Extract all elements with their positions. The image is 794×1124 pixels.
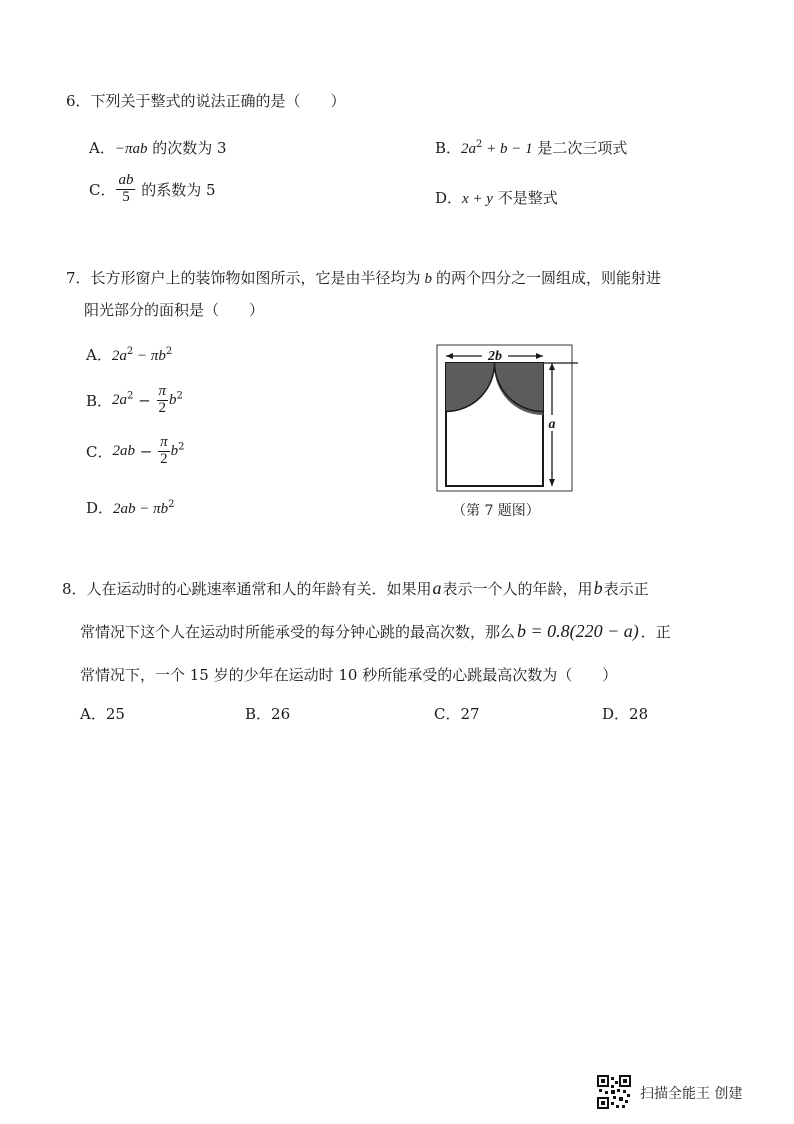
q6-option-c — [89, 173, 216, 206]
q6-option-a-expr: −πab — [114, 141, 148, 157]
width-arrow-right — [536, 353, 543, 359]
q7-option-b-num: π — [158, 383, 167, 399]
q7-figure-caption: （第 7 题图） — [452, 503, 540, 519]
q7-option-c-den: 2 — [160, 450, 168, 467]
q6-option-a-text: 的次数为 3 — [147, 139, 227, 157]
q8-option-c-label: C． — [434, 705, 461, 723]
scanner-watermark: 扫描全能王 创建 — [640, 1086, 743, 1102]
q6-option-b-exp: 2 — [476, 139, 483, 150]
q8-line1 — [62, 578, 649, 599]
qr-code-icon — [597, 1075, 631, 1109]
q7-option-c-num: π — [160, 434, 168, 450]
q7-option-b-minus: − — [133, 391, 156, 410]
q6-option-c-den: 5 — [122, 188, 130, 205]
q8-formula: b = 0.8(220 − a) — [517, 621, 639, 641]
width-arrow-left — [446, 353, 453, 359]
q8-line1-part3: 表示正 — [603, 580, 649, 598]
q6-option-b-expr2: + b − 1 — [482, 141, 533, 157]
q7-stem-part2: 的两个四分之一圆组成，则能射进 — [436, 269, 662, 287]
q6-stem: 6．下列关于整式的说法正确的是（ ） — [66, 92, 346, 110]
q7-option-b-exp: 2 — [127, 390, 134, 402]
q7-option-b-fraction — [157, 384, 169, 417]
q8-option-b — [245, 703, 290, 724]
q7-option-b-label: B． — [86, 391, 113, 410]
q7-stem-line1 — [66, 267, 661, 288]
q6-option-c-fraction — [116, 173, 135, 206]
height-label: a — [548, 417, 556, 432]
q7-option-a — [86, 344, 172, 365]
height-arrow-bottom — [549, 479, 555, 486]
q6-option-d — [435, 187, 558, 208]
q6-option-c-label: C． — [89, 180, 116, 199]
q8-var-a: a — [432, 578, 442, 598]
q6-option-b-label: B． — [435, 139, 462, 157]
q7-option-c-expr: 2ab — [112, 442, 135, 459]
q7-option-d-label: D． — [86, 499, 114, 517]
q7-option-a-tail-exp: 2 — [165, 346, 173, 357]
q7-option-c — [86, 435, 184, 468]
q8-option-b-label: B． — [245, 705, 272, 723]
width-label: 2b — [488, 349, 502, 364]
q7-option-c-var-exp: 2 — [178, 441, 185, 453]
q8-option-b-value: 26 — [271, 705, 291, 723]
q7-option-a-label: A． — [86, 346, 112, 364]
q6-option-c-num: ab — [118, 172, 134, 188]
q7-option-a-expr: 2a — [111, 348, 127, 364]
q7-option-b-var: b — [169, 391, 177, 408]
q6-option-b-text: 是二次三项式 — [532, 139, 628, 157]
q7-option-b — [86, 384, 183, 417]
q7-option-c-label: C． — [86, 442, 113, 461]
q7-option-d-expr: 2ab − πb — [113, 501, 169, 517]
q7-option-d-exp: 2 — [168, 499, 175, 510]
q7-option-a-tail: − πb — [133, 348, 166, 364]
q8-option-a-label: A． — [80, 705, 106, 723]
q6-option-a-label: A． — [89, 139, 115, 157]
q8-option-a-value: 25 — [105, 705, 125, 723]
q7-option-c-minus: − — [134, 442, 158, 461]
q6-option-d-label: D． — [435, 189, 463, 207]
q8-line1-part1: 8．人在运动时的心跳速率通常和人的年龄有关．如果用 — [62, 580, 432, 598]
q7-stem-part1: 7．长方形窗户上的装饰物如图所示，它是由半径均为 — [66, 269, 421, 287]
q6-option-b — [435, 137, 627, 158]
q6-option-c-text: 的系数为 5 — [136, 180, 216, 199]
q8-option-d — [602, 703, 648, 724]
q8-option-d-value: 28 — [629, 705, 649, 723]
q7-stem-var: b — [424, 271, 433, 287]
q8-line2 — [80, 621, 671, 642]
q8-line3: 常情况下，一个 15 岁的少年在运动时 10 秒所能承受的心跳最高次数为（ ） — [80, 666, 618, 684]
q8-option-a — [80, 703, 125, 724]
q6-option-b-expr: 2a — [461, 141, 477, 157]
q8-var-b: b — [593, 578, 603, 598]
height-arrow-top — [549, 363, 555, 370]
q7-figure — [430, 342, 580, 494]
q8-option-c — [434, 703, 480, 724]
q6-option-d-text: 不是整式 — [492, 189, 558, 207]
q7-option-b-expr: 2a — [112, 391, 128, 408]
q7-option-b-var-exp: 2 — [176, 390, 183, 402]
q7-option-a-exp: 2 — [126, 346, 134, 357]
q8-line2-part2: ．正 — [640, 623, 671, 641]
q7-option-b-den: 2 — [158, 399, 167, 416]
q8-option-c-value: 27 — [460, 705, 480, 723]
q7-stem-line2: 阳光部分的面积是（ ） — [84, 301, 265, 319]
q6-option-d-expr: x + y — [462, 191, 493, 207]
q8-line1-part2: 表示一个人的年龄，用 — [442, 580, 593, 598]
q7-option-c-var: b — [170, 442, 179, 459]
q8-option-d-label: D． — [602, 705, 630, 723]
q7-option-d — [86, 497, 175, 518]
q6-option-a — [89, 137, 227, 158]
q8-line2-part1: 常情况下这个人在运动时所能承受的每分钟心跳的最高次数，那么 — [80, 623, 516, 641]
q7-option-c-fraction — [158, 435, 170, 468]
